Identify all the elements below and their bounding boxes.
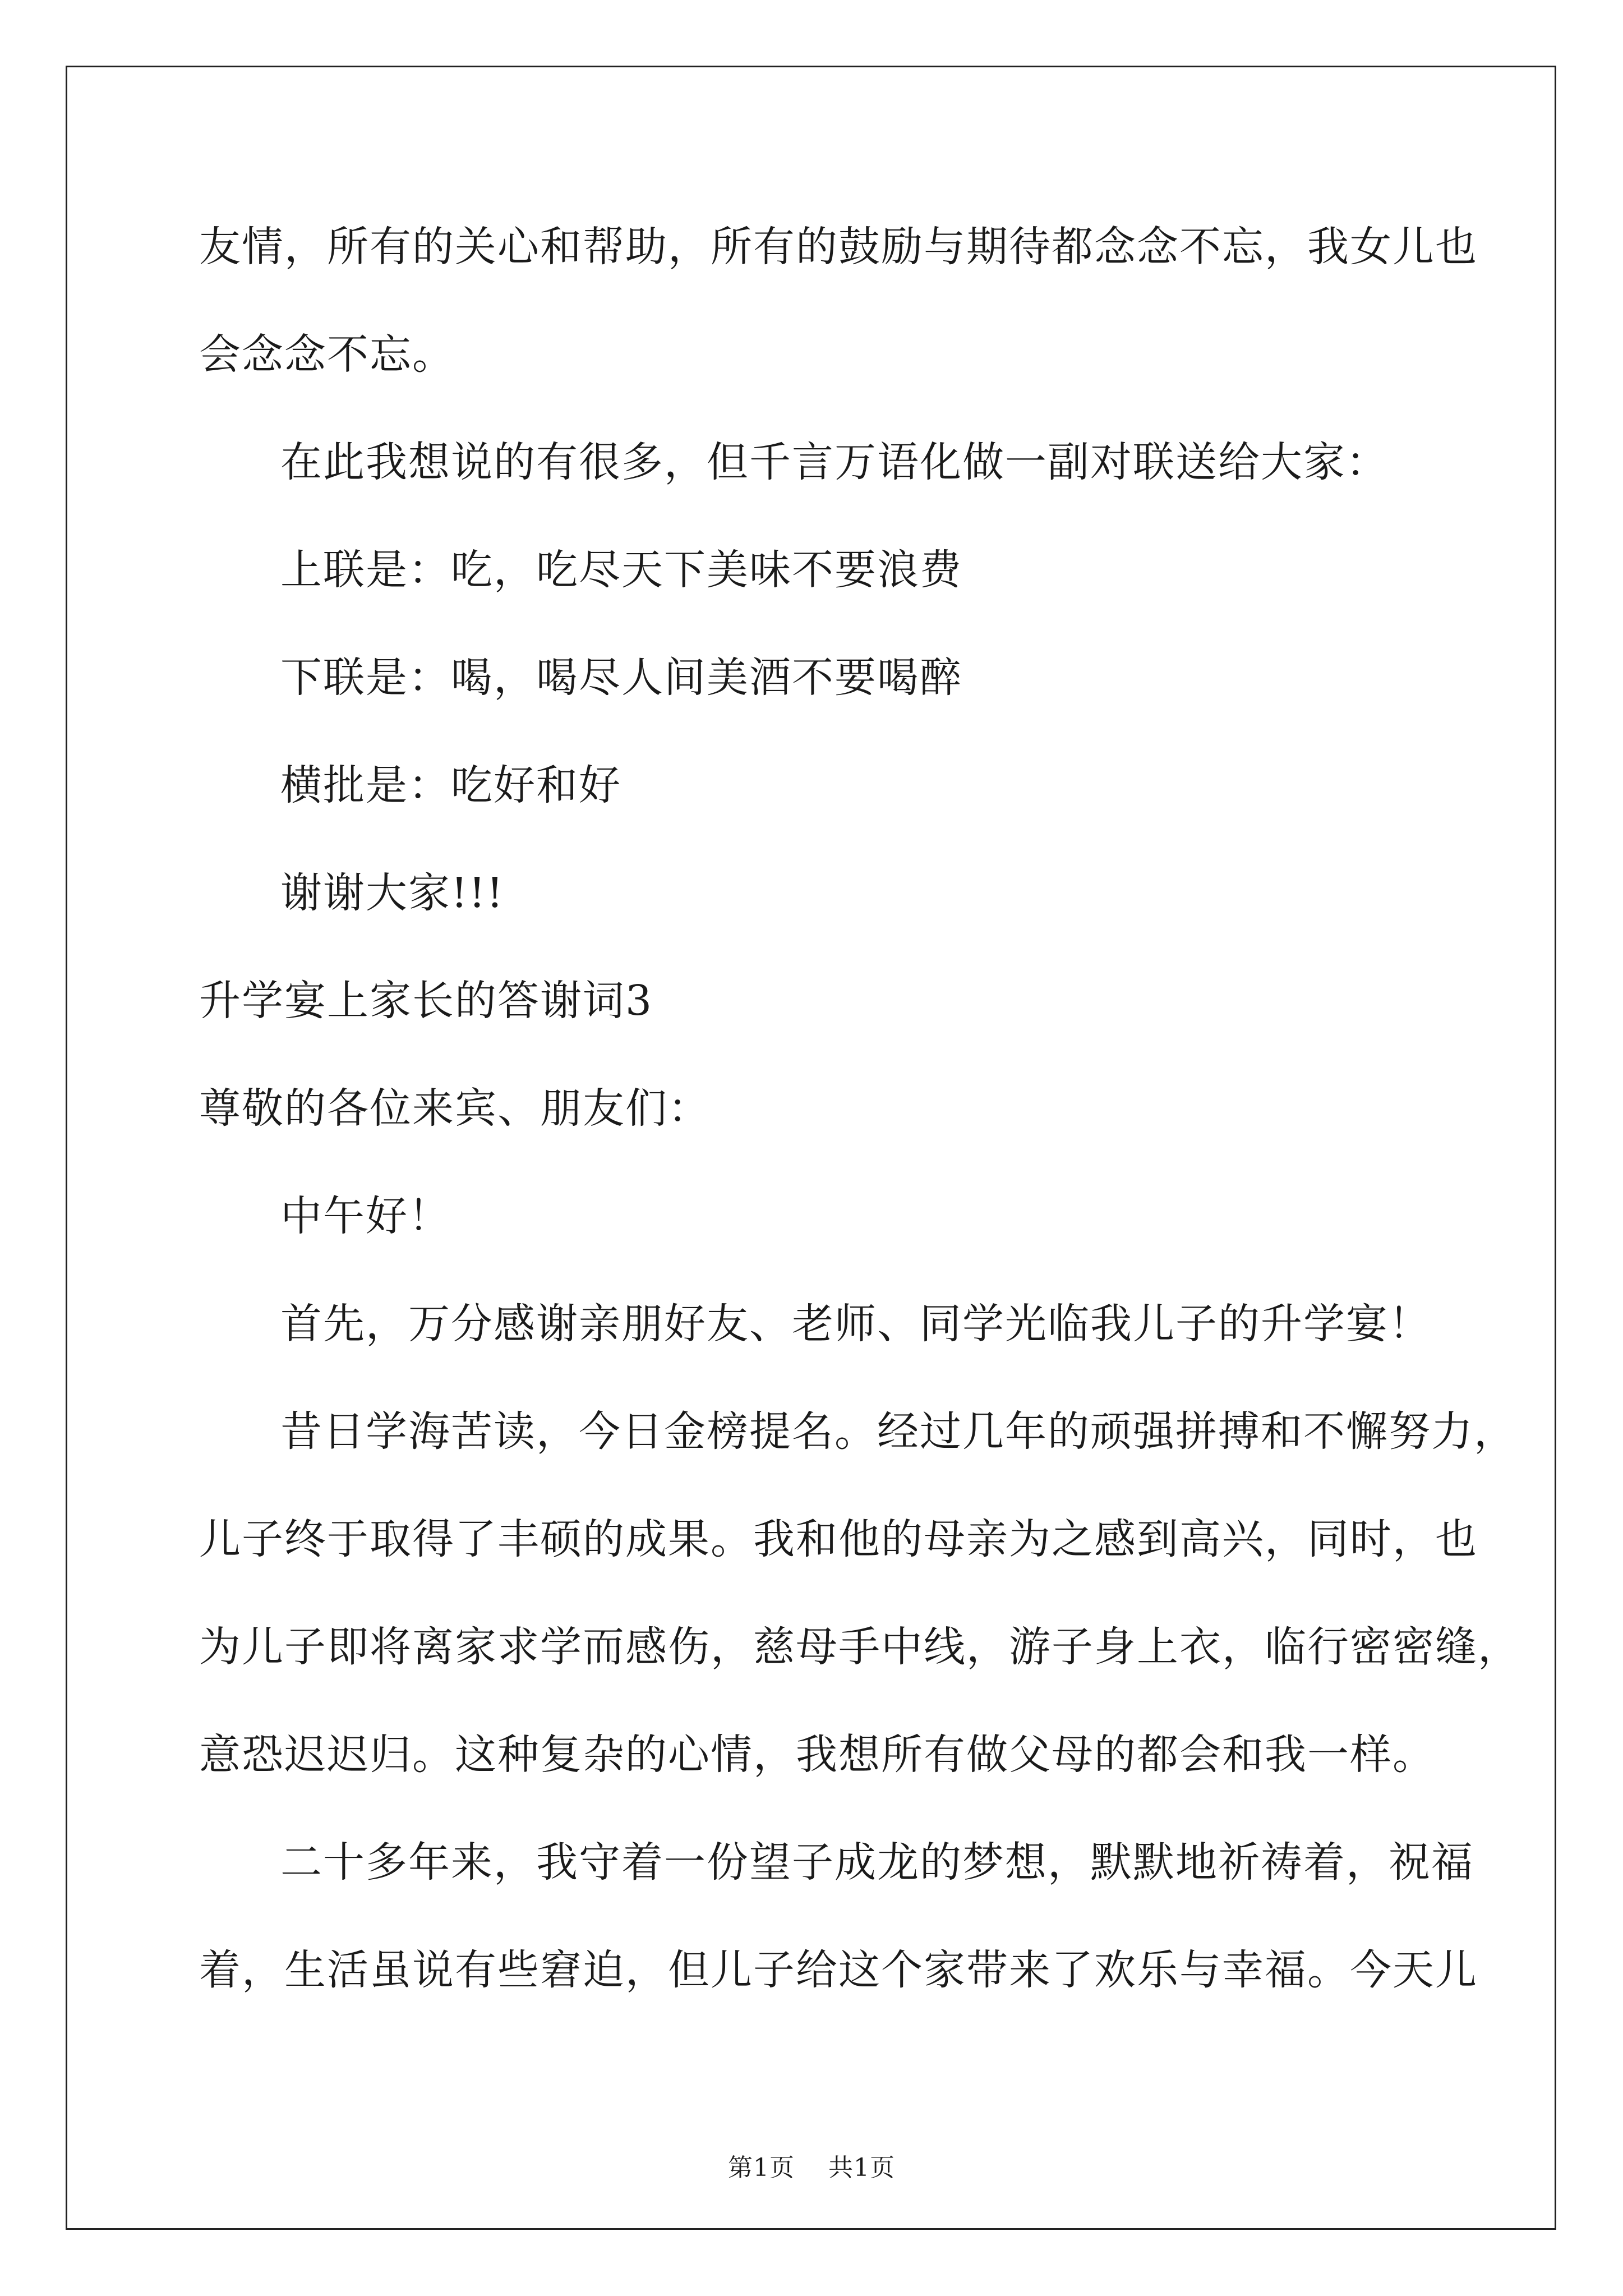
- document-body: [199, 219, 1520, 1998]
- paragraph-line: 意恐迟迟归。这种复杂的心情，我想所有做父母的都会和我一样。: [199, 1731, 1435, 1779]
- salutation: 尊敬的各位来宾、朋友们：: [199, 1084, 711, 1133]
- thanks-line: 谢谢大家!!!: [280, 869, 505, 917]
- paragraph-line: 在此我想说的有很多，但千言万语化做一副对联送给大家：: [280, 438, 1389, 486]
- greeting: 中午好！: [280, 1192, 451, 1240]
- page-number: 第1页: [728, 2154, 795, 2182]
- couplet-lower: 下联是：喝，喝尽人间美酒不要喝醉: [280, 654, 962, 702]
- paragraph-line: 为儿子即将离家求学而感伤，慈母手中线，游子身上衣，临行密密缝，: [199, 1623, 1520, 1671]
- page-footer: [0, 2151, 1623, 2185]
- couplet-horizontal: 横批是：吃好和好: [280, 761, 621, 809]
- section-heading: 升学宴上家长的答谢词3: [199, 977, 653, 1025]
- page-total: 共1页: [828, 2154, 895, 2182]
- paragraph-line: 着，生活虽说有些窘迫，但儿子给这个家带来了欢乐与幸福。今天儿: [199, 1946, 1478, 1994]
- paragraph-line: 首先，万分感谢亲朋好友、老师、同学光临我儿子的升学宴！: [280, 1300, 1431, 1348]
- paragraph-line: 友情，所有的关心和帮助，所有的鼓励与期待都念念不忘，我女儿也: [199, 223, 1478, 271]
- paragraph-line: 昔日学海苦读，今日金榜提名。经过几年的顽强拼搏和不懈努力，: [280, 1407, 1516, 1456]
- couplet-upper: 上联是：吃，吃尽天下美味不要浪费: [280, 546, 962, 594]
- paragraph-line: 儿子终于取得了丰硕的成果。我和他的母亲为之感到高兴，同时，也: [199, 1515, 1478, 1563]
- paragraph-line: 二十多年来，我守着一份望子成龙的梦想，默默地祈祷着，祝福: [280, 1838, 1474, 1887]
- paragraph-line: 会念念不忘。: [199, 330, 455, 379]
